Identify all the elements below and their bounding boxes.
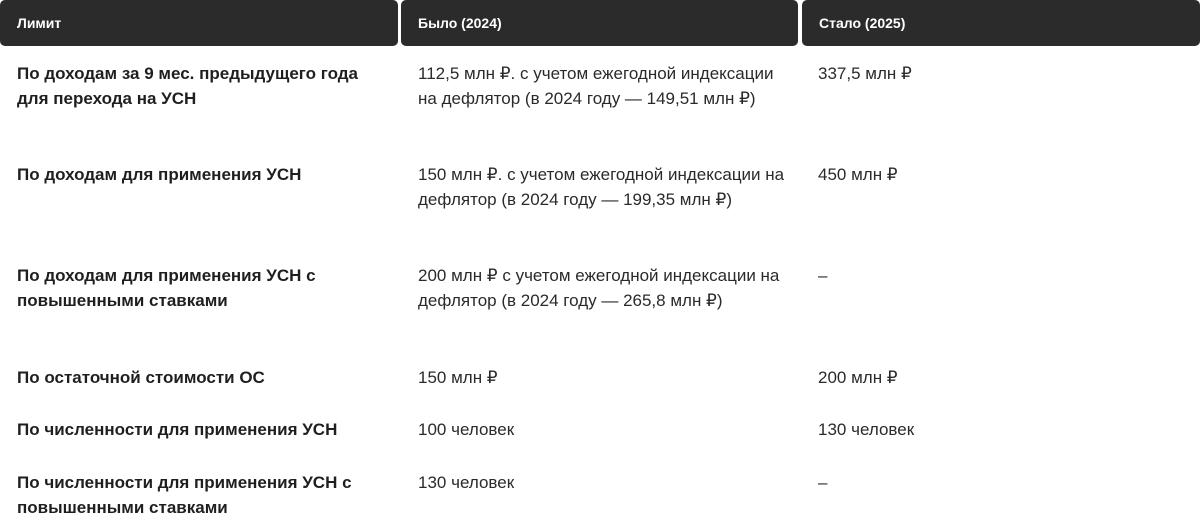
limit-cell: По доходам для применения УСН с повышенными ставками [17,266,316,310]
limit-cell: По доходам для применения УСН [17,165,302,184]
limit-cell: По численности для применения УСН с повышенными ставками [17,473,352,517]
was-cell: 100 человек [418,420,515,439]
was-cell: 150 млн ₽ [418,368,498,387]
limit-cell: По численности для применения УСН [17,420,338,439]
header-limit: Лимит [0,0,398,46]
header-now-2025: Стало (2025) [802,0,1200,46]
now-cell: – [818,473,828,492]
limit-cell: По остаточной стоимости ОС [17,368,265,387]
was-cell: 200 млн ₽ с учетом ежегодной индексации на дефлятор (в 2024 году — 265,8 млн ₽) [418,266,780,310]
was-cell: 150 млн ₽. с учетом ежегодной индексации на дефлятор (в 2024 году — 199,35 млн ₽) [418,165,785,209]
now-cell: – [818,266,828,285]
was-cell: 130 человек [418,473,515,492]
limit-cell: По доходам за 9 мес. предыдущего года для перехода на УСН [17,64,358,108]
now-cell: 337,5 млн ₽ [818,64,912,83]
was-cell: 112,5 млн ₽. с учетом ежегодной индексации на дефлятор (в 2024 году — 149,51 млн ₽) [418,64,774,108]
now-cell: 450 млн ₽ [818,165,898,184]
now-cell: 130 человек [818,420,915,439]
header-was-2024: Было (2024) [401,0,798,46]
now-cell: 200 млн ₽ [818,368,898,387]
table-header [0,0,1200,46]
